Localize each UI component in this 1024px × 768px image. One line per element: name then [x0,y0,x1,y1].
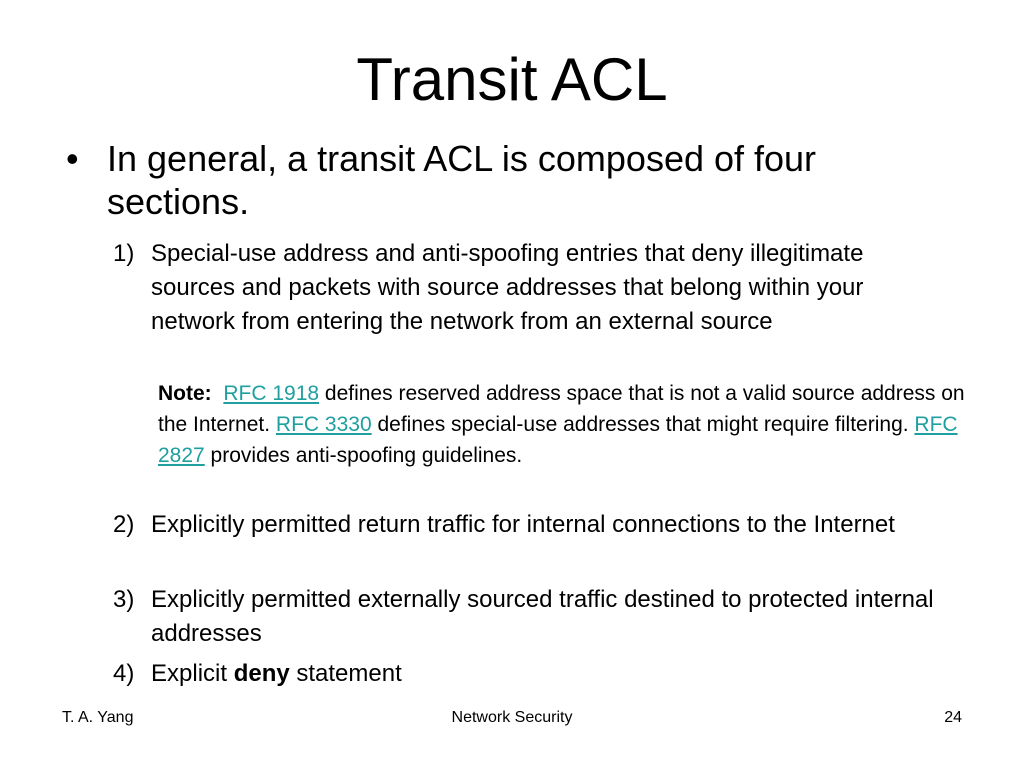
note-label: Note: [158,382,212,405]
rfc-2827-link[interactable]: RFC 2827 [158,413,958,467]
footer-course: Network Security [451,709,573,726]
item-text-after: statement [289,660,402,687]
note-text-1: defines reserved address space that is not a valid source address on the Internet. [158,382,965,436]
note-text-2: defines special-use addresses that might require filtering. [371,413,915,436]
note-text-3: provides anti-spoofing guidelines. [204,444,523,467]
list-item-number: 2) [113,511,135,538]
list-item-number: 4) [113,660,135,687]
bullet-text: In general, a transit ACL is composed of four sections. [107,138,817,222]
bullet-marker: • [66,138,79,179]
rfc-3330-link[interactable]: RFC 3330 [275,413,372,436]
list-item-text: Special-use address and anti-spoofing entries that deny illegitimate sources and packets with source addresses that belong within your network from entering the network from an external source [151,240,864,335]
footer-author: T. A. Yang [62,709,134,726]
list-item-text: Explicitly permitted externally sourced traffic destined to protected internal addresses [151,586,934,647]
rfc-1918-link[interactable]: RFC 1918 [223,382,320,405]
footer-page-number: 24 [944,709,962,726]
list-item-text: Explicitly permitted return traffic for internal connections to the Internet [151,511,895,538]
list-item-number: 1) [113,240,135,267]
item-text-before: Explicit [151,660,234,687]
deny-keyword: deny [233,660,290,687]
rfc-note [158,378,973,471]
slide-title: Transit ACL [356,46,668,113]
list-item-number: 3) [113,586,135,613]
list-item-text [151,657,941,691]
